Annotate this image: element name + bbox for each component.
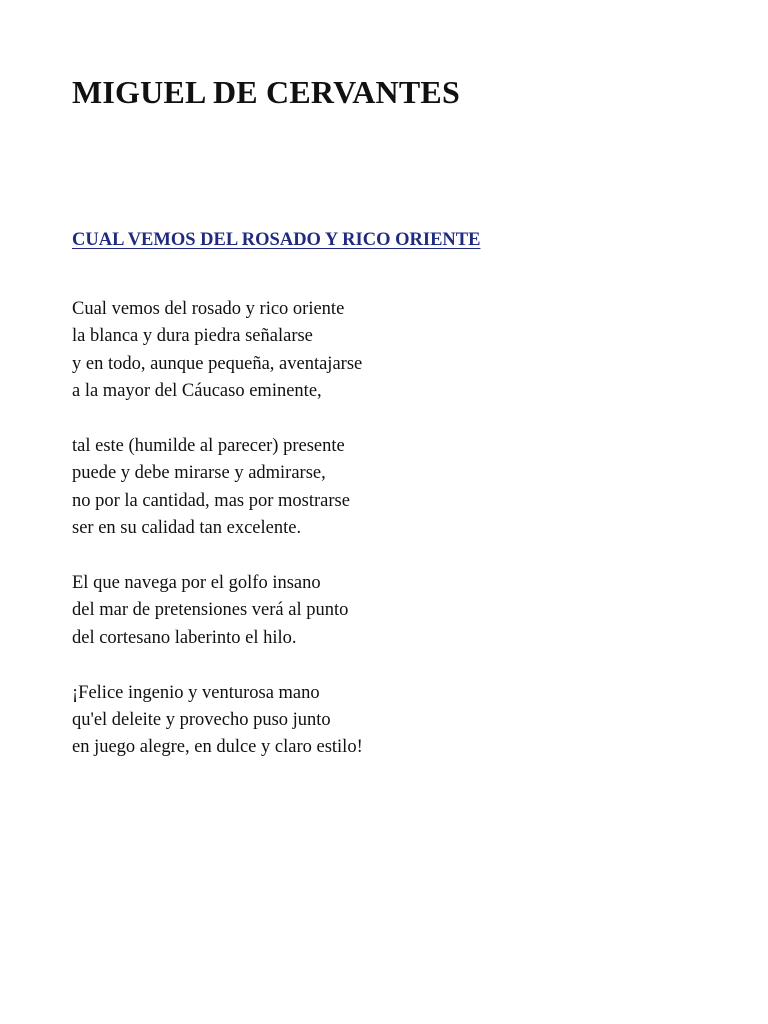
- poem-line: ¡Felice ingenio y venturosa mano: [72, 682, 320, 703]
- poem-body: [72, 296, 363, 789]
- poem-line: en juego alegre, en dulce y claro estilo!: [72, 737, 363, 758]
- poem-line: puede y debe mirarse y admirarse,: [72, 463, 326, 484]
- poem-line: Cual vemos del rosado y rico oriente: [72, 299, 345, 319]
- poem-line: del cortesano laberinto el hilo.: [72, 627, 297, 648]
- poem-line: la blanca y dura piedra señalarse: [72, 326, 313, 347]
- poem-line: y en todo, aunque pequeña, aventajarse: [72, 353, 363, 374]
- poem-line: ser en su calidad tan excelente.: [72, 518, 302, 539]
- poem-line: del mar de pretensiones verá al punto: [72, 600, 349, 621]
- poem-line: a la mayor del Cáucaso eminente,: [72, 381, 322, 402]
- poem-line: qu'el deleite y provecho puso junto: [72, 710, 331, 731]
- stanza: [72, 296, 363, 406]
- poem-line: El que navega por el golfo insano: [72, 573, 321, 594]
- stanza: [72, 433, 363, 543]
- poem-title-link[interactable]: CUAL VEMOS DEL ROSADO Y RICO ORIENTE: [72, 230, 481, 250]
- author-heading: MIGUEL DE CERVANTES: [72, 74, 460, 110]
- poem-line: no por la cantidad, mas por mostrarse: [72, 490, 350, 511]
- poem-line: tal este (humilde al parecer) presente: [72, 436, 345, 457]
- stanza: [72, 680, 363, 762]
- stanza: [72, 570, 363, 652]
